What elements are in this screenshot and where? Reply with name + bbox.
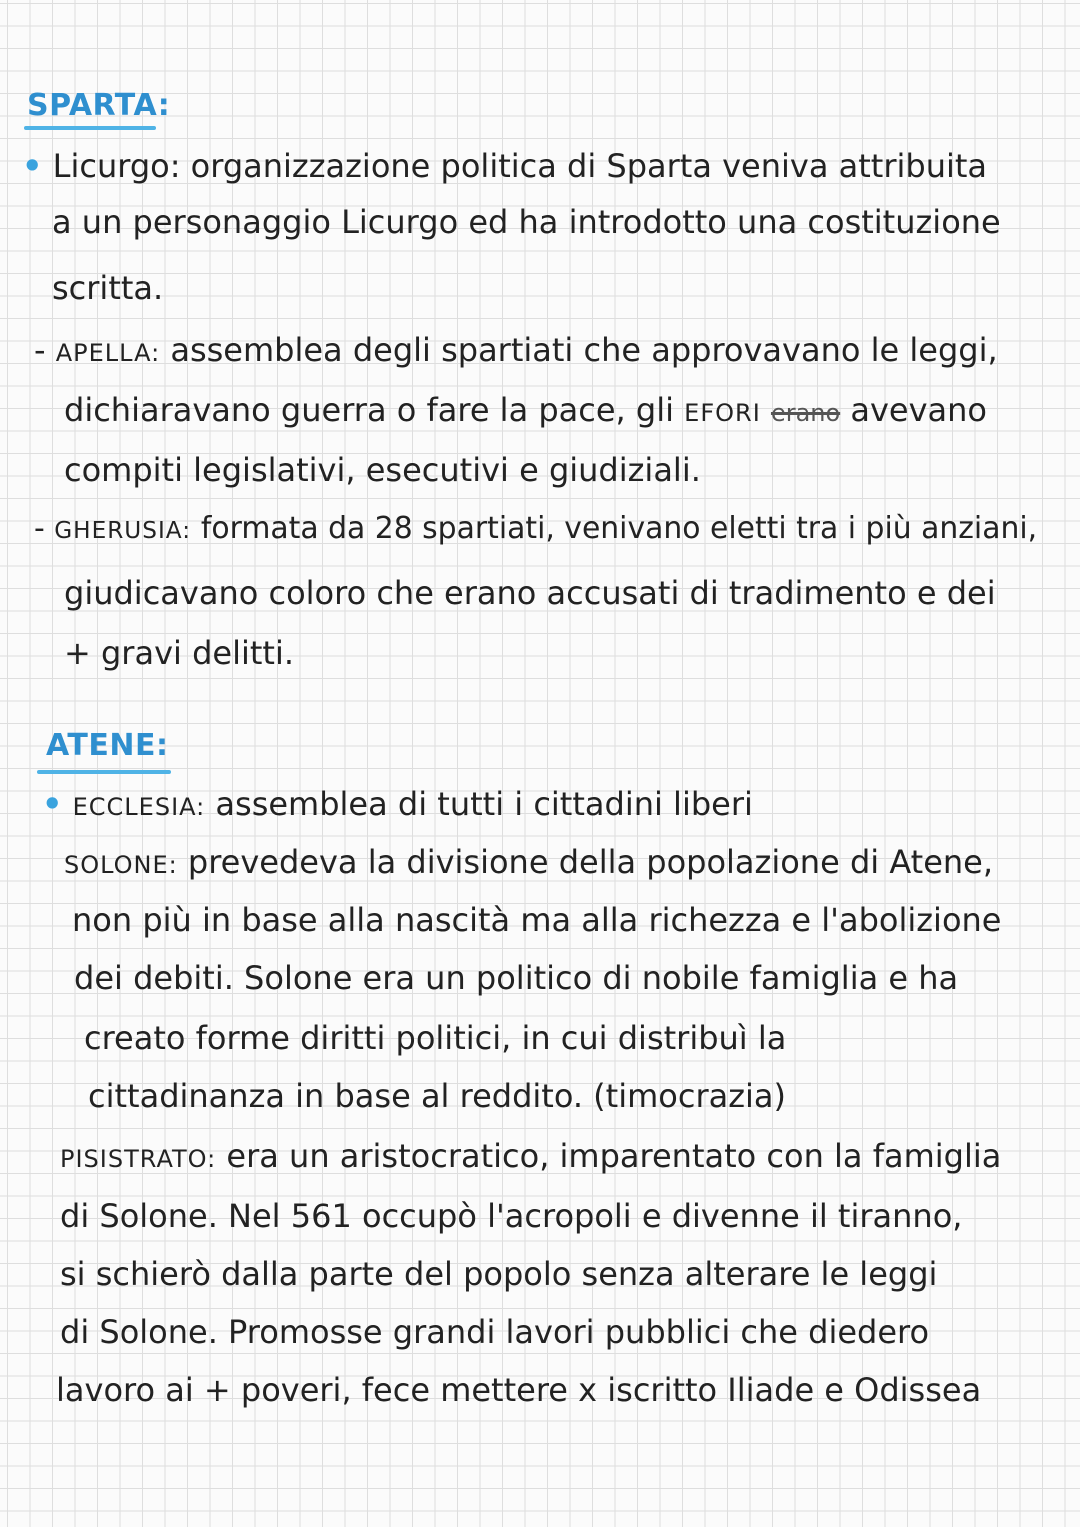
efori-term: EFORI (684, 399, 761, 427)
solone-term: SOLONE: (64, 851, 178, 879)
pisistrato-line-2: di Solone. Nel 561 occupò l'acropoli e divenne il tiranno, (60, 1197, 963, 1235)
gherusia-line-2: giudicavano coloro che erano accusati di tradimento e dei (64, 574, 996, 612)
heading-sparta-underline (24, 126, 156, 130)
pisistrato-line-5: lavoro ai + poveri, fece mettere x iscritto Iliade e Odissea (56, 1371, 982, 1409)
heading-atene: ATENE: (46, 728, 169, 763)
pisistrato-term: PISISTRATO: (60, 1145, 217, 1173)
solone-line-5: cittadinanza in base al reddito. (timocrazia) (88, 1077, 786, 1115)
gherusia-line-3: + gravi delitti. (64, 634, 294, 672)
bullet-icon: • (22, 147, 43, 185)
solone-line-2: non più in base alla nascità ma alla richezza e l'abolizione (72, 901, 1002, 939)
pisistrato-line-1: PISISTRATO: era un aristocratico, imparentato con la famiglia (60, 1137, 1002, 1175)
ecclesia-term: ECCLESIA: (72, 793, 206, 821)
ecclesia-line: • ECCLESIA: assemblea di tutti i cittadini liberi (42, 785, 753, 823)
solone-line-1: SOLONE: prevedeva la divisione della popolazione di Atene, (64, 843, 994, 881)
sparta-line-3: scritta. (52, 269, 164, 307)
pisistrato-line-3: si schierò dalla parte del popolo senza alterare le leggi (60, 1255, 938, 1293)
struck-word: erano (770, 399, 841, 427)
solone-line-4: creato forme diritti politici, in cui distribuì la (84, 1019, 787, 1057)
heading-sparta: SPARTA: (27, 88, 171, 123)
pisistrato-line-4: di Solone. Promosse grandi lavori pubblici che diedero (60, 1313, 930, 1351)
sparta-line-2: a un personaggio Licurgo ed ha introdotto una costituzione (52, 203, 1001, 241)
sparta-line-1: • Licurgo: organizzazione politica di Sparta veniva attribuita (22, 147, 988, 185)
bullet-icon: • (42, 785, 63, 823)
gherusia-term: GHERUSIA: (54, 517, 192, 544)
apella-term: APELLA: (55, 339, 161, 367)
apella-line-2: dichiaravano guerra o fare la pace, gli EFORI erano avevano (64, 391, 987, 429)
solone-line-3: dei debiti. Solone era un politico di nobile famiglia e ha (74, 959, 959, 997)
gherusia-line-1: - GHERUSIA: formata da 28 spartiati, venivano eletti tra i più anziani, (34, 511, 1038, 546)
apella-line-3: compiti legislativi, esecutivi e giudiziali. (64, 451, 701, 489)
heading-atene-underline (37, 770, 171, 774)
apella-line-1: - APELLA: assemblea degli spartiati che approvavano le leggi, (34, 331, 998, 369)
